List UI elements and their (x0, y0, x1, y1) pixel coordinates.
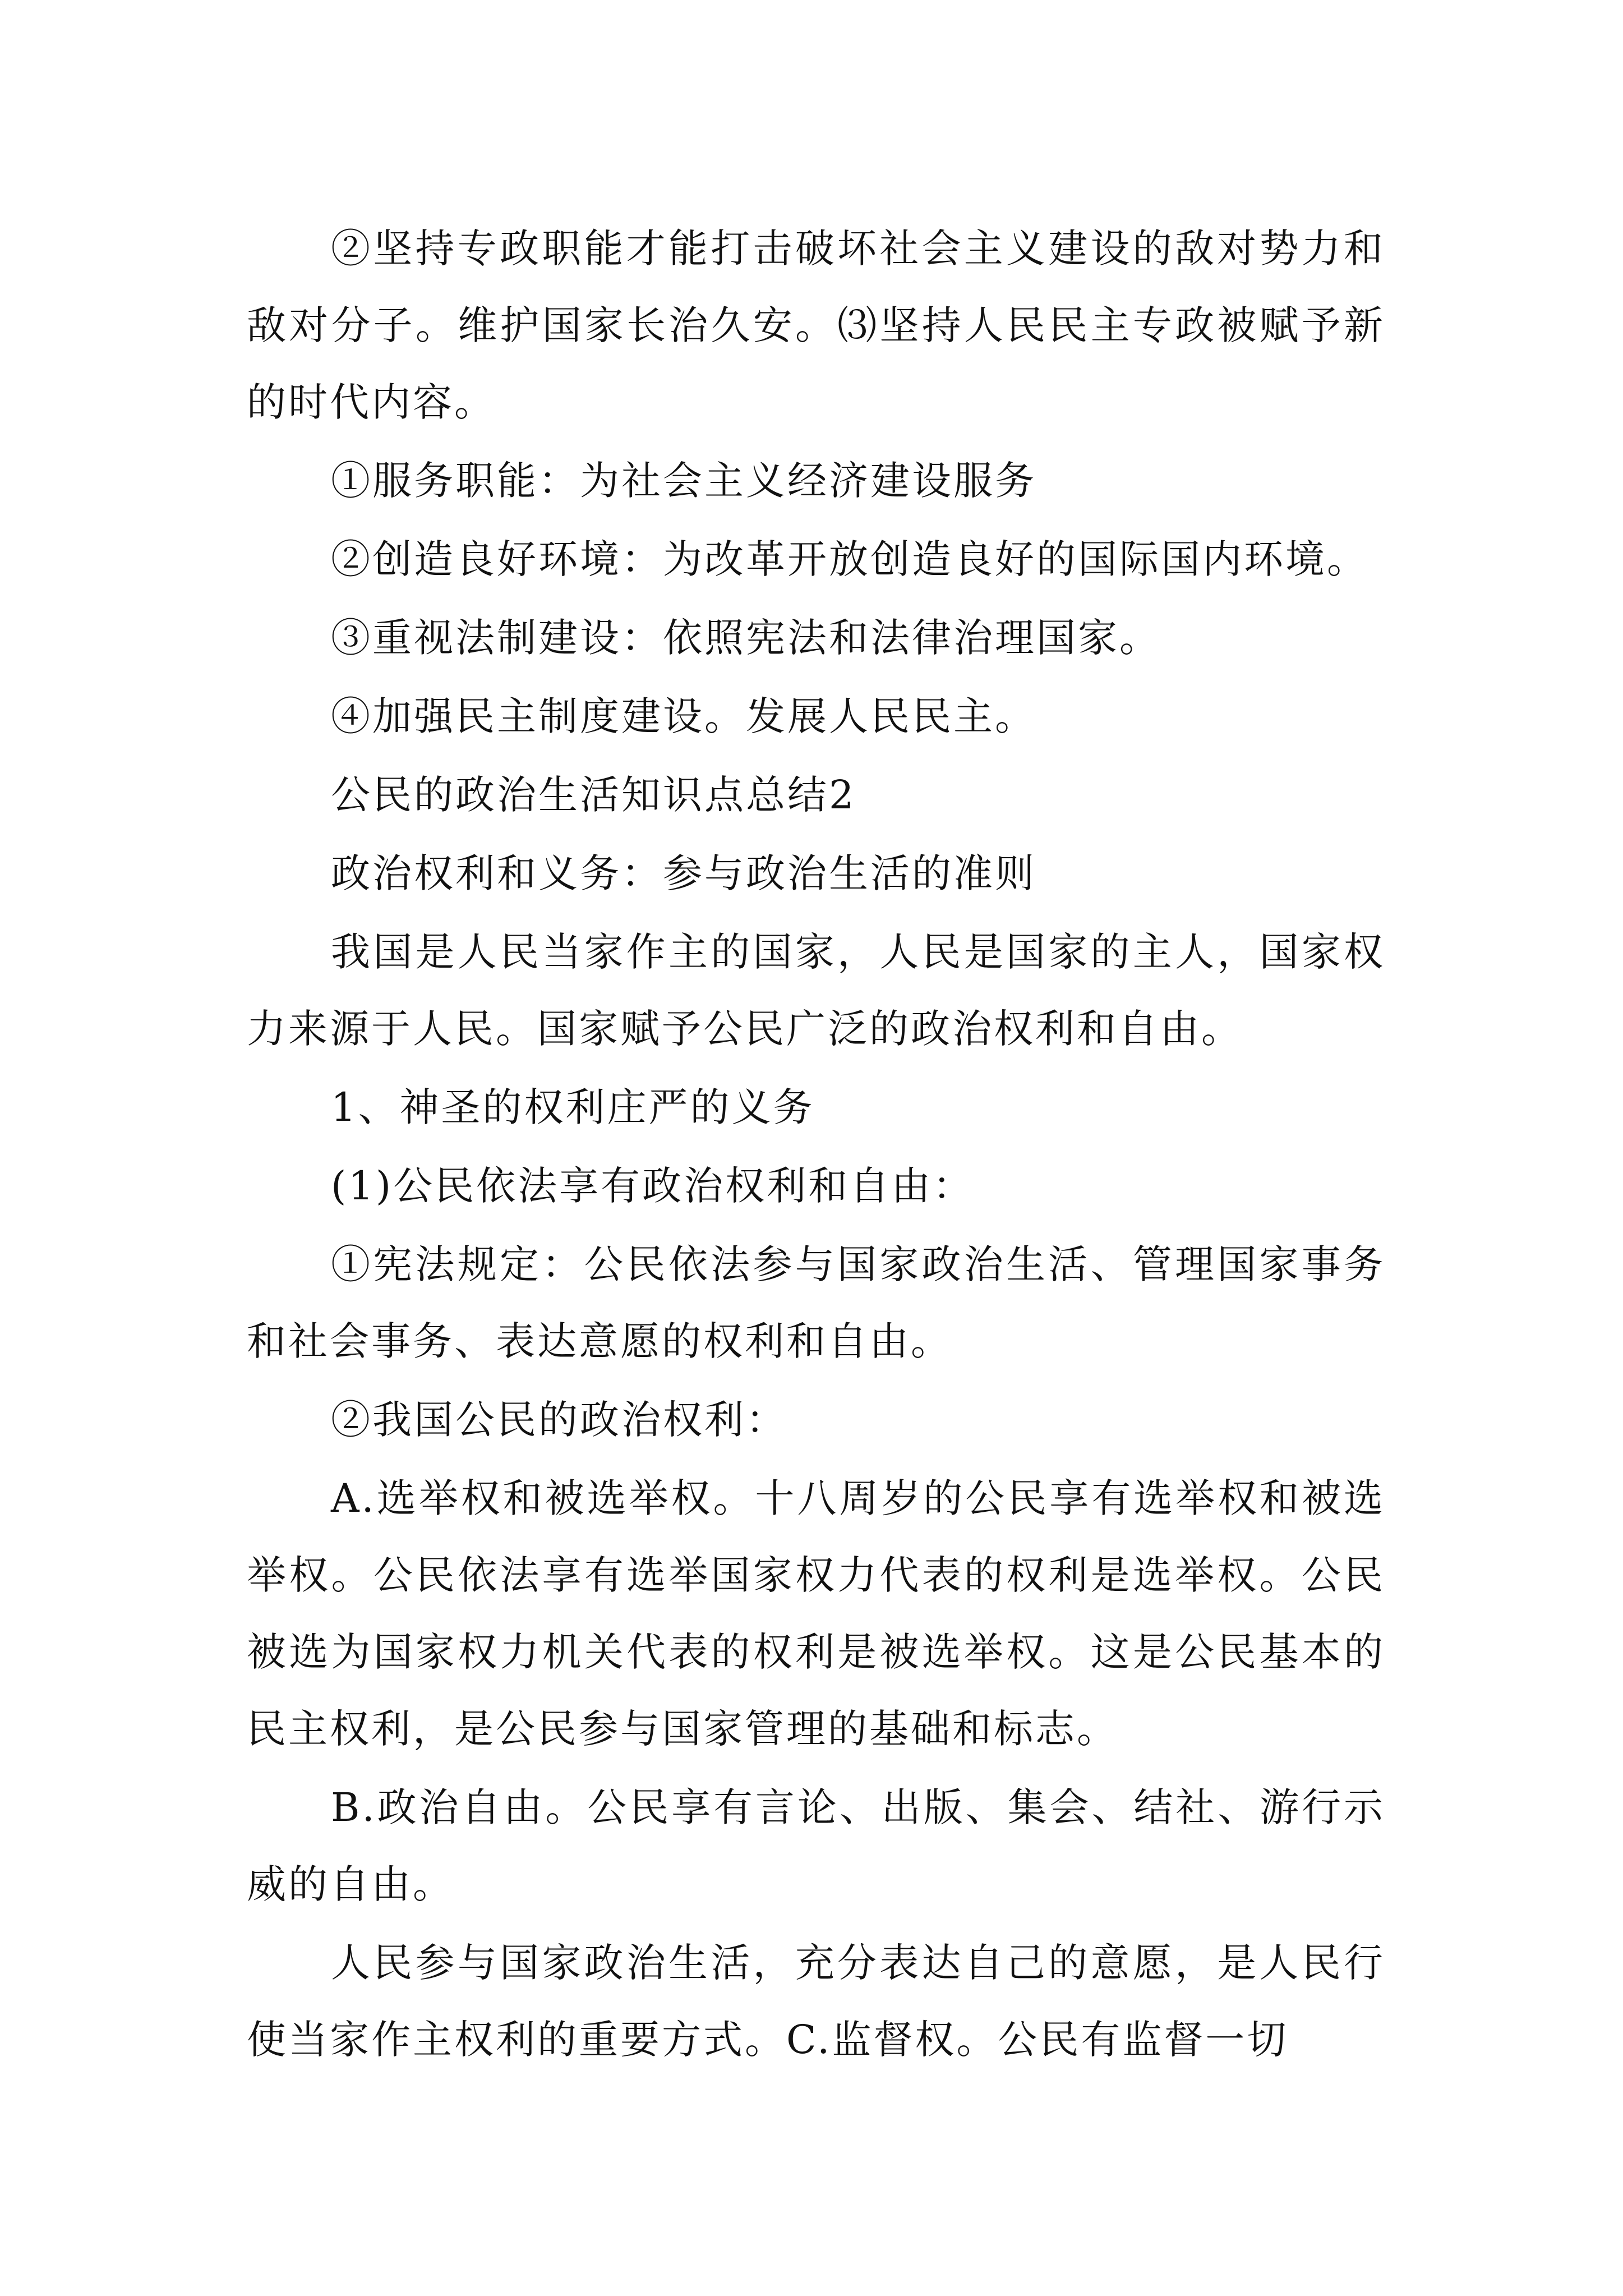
paragraph: ①服务职能：为社会主义经济建设服务 (331, 458, 1036, 504)
paragraph: B.政治自由。公民享有言论、出版、集会、结社、游行示威的自由。 (247, 1784, 1385, 1907)
paragraph: ①宪法规定：公民依法参与国家政治生活、管理国家事务和社会事务、表达意愿的权利和自由。 (247, 1241, 1385, 1364)
paragraph: 我国是人民当家作主的国家，人民是国家的主人，国家权力来源于人民。国家赋予公民广泛的政治权利和自由。 (247, 929, 1385, 1052)
paragraph: ②我国公民的政治权利： (331, 1397, 787, 1443)
paragraph: (1)公民依法享有政治权利和自由： (331, 1163, 975, 1209)
subsection-heading: 政治权利和义务：参与政治生活的准则 (331, 850, 1036, 896)
paragraph: 1、神圣的权利庄严的义务 (331, 1084, 815, 1130)
paragraph: A.选举权和被选举权。十八周岁的公民享有选举权和被选举权。公民依法享有选举国家权力代表的权利是选举权。公民被选为国家权力机关代表的权利是被选举权。这是公民基本的民主权利，是公民参与国家管理的基础和标志。 (247, 1475, 1385, 1752)
paragraph: ④加强民主制度建设。发展人民民主。 (331, 693, 1036, 739)
document-body (247, 210, 1385, 2078)
paragraph: ②坚持专政职能才能打击破坏社会主义建设的敌对势力和敌对分子。维护国家长治久安。⑶坚持人民民主专政被赋予新的时代内容。 (247, 226, 1385, 425)
paragraph: ③重视法制建设：依照宪法和法律治理国家。 (331, 615, 1161, 661)
paragraph: 人民参与国家政治生活，充分表达自己的意愿，是人民行使当家作主权利的重要方式。C.监督权。公民有监督一切 (247, 1940, 1385, 2063)
section-heading: 公民的政治生活知识点总结2 (331, 772, 856, 818)
paragraph: ②创造良好环境：为改革开放创造良好的国际国内环境。 (331, 536, 1368, 582)
